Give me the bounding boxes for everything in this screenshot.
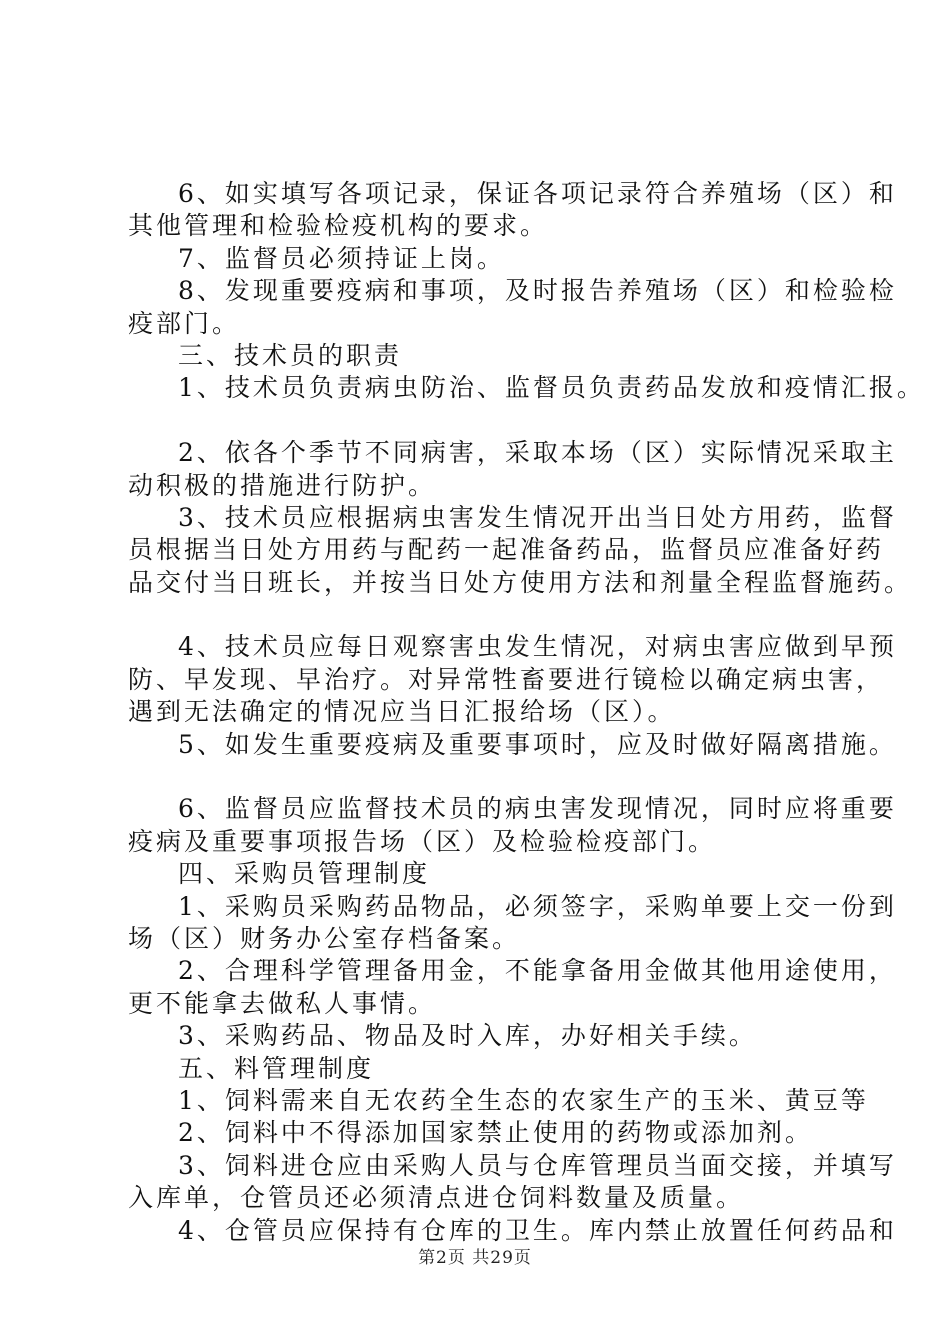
text-line: 品交付当日班长，并按当日处方使用方法和剂量全程监督施药。 [128, 567, 913, 597]
text-line: 员根据当日处方用药与配药一起准备药品，监督员应准备好药 [128, 535, 885, 565]
text-line: 1、饲料需来自无农药全生态的农家生产的玉米、黄豆等 [178, 1085, 869, 1115]
text-line: 7、监督员必须持证上岗。 [178, 243, 505, 273]
text-line: 其他管理和检验检疫机构的要求。 [128, 211, 549, 241]
text-line: 入库单，仓管员还必须清点进仓饲料数量及质量。 [128, 1183, 745, 1213]
text-line: 3、技术员应根据病虫害发生情况开出当日处方用药，监督 [178, 502, 897, 532]
page-number-footer: 第2页 共29页 [418, 1248, 532, 1268]
text-line: 2、合理科学管理备用金，不能拿备用金做其他用途使用， [178, 956, 897, 986]
text-line: 2、依各个季节不同病害，采取本场（区）实际情况采取主 [178, 438, 897, 468]
text-line: 6、监督员应监督技术员的病虫害发现情况，同时应将重要 [178, 794, 897, 824]
text-line: 3、饲料进仓应由采购人员与仓库管理员当面交接，并填写 [178, 1150, 897, 1180]
section-heading: 五、料管理制度 [178, 1053, 375, 1083]
section-heading: 三、技术员的职责 [178, 340, 403, 370]
text-line: 4、技术员应每日观察害虫发生情况，对病虫害应做到早预 [178, 632, 897, 662]
text-line: 1、采购员采购药品物品，必须签字，采购单要上交一份到 [178, 891, 897, 921]
body-text [128, 178, 925, 1247]
text-line: 遇到无法确定的情况应当日汇报给场（区）。 [128, 697, 676, 727]
text-line: 动积极的措施进行防护。 [128, 470, 437, 500]
text-line: 防、早发现、早治疗。对异常牲畜要进行镜检以确定病虫害， [128, 664, 885, 694]
paragraph-gap [128, 761, 834, 793]
text-line: 2、饲料中不得添加国家禁止使用的药物或添加剂。 [178, 1118, 813, 1148]
section-heading: 四、采购员管理制度 [178, 859, 431, 889]
paragraph-gap [128, 599, 834, 631]
paragraph-gap [128, 405, 834, 437]
text-line: 3、采购药品、物品及时入库，办好相关手续。 [178, 1021, 757, 1051]
text-line: 场（区）财务办公室存档备案。 [128, 923, 521, 953]
text-line: 4、仓管员应保持有仓库的卫生。库内禁止放置任何药品和 [178, 1215, 897, 1245]
text-line: 1、技术员负责病虫防治、监督员负责药品发放和疫情汇报。 [178, 373, 925, 403]
text-line: 疫部门。 [128, 308, 241, 338]
text-line: 5、如发生重要疫病及重要事项时，应及时做好隔离措施。 [178, 729, 897, 759]
text-line: 8、发现重要疫病和事项，及时报告养殖场（区）和检验检 [178, 276, 897, 306]
text-line: 6、如实填写各项记录，保证各项记录符合养殖场（区）和 [178, 179, 897, 208]
text-line: 更不能拿去做私人事情。 [128, 988, 437, 1018]
text-line: 疫病及重要事项报告场（区）及检验检疫部门。 [128, 826, 717, 856]
